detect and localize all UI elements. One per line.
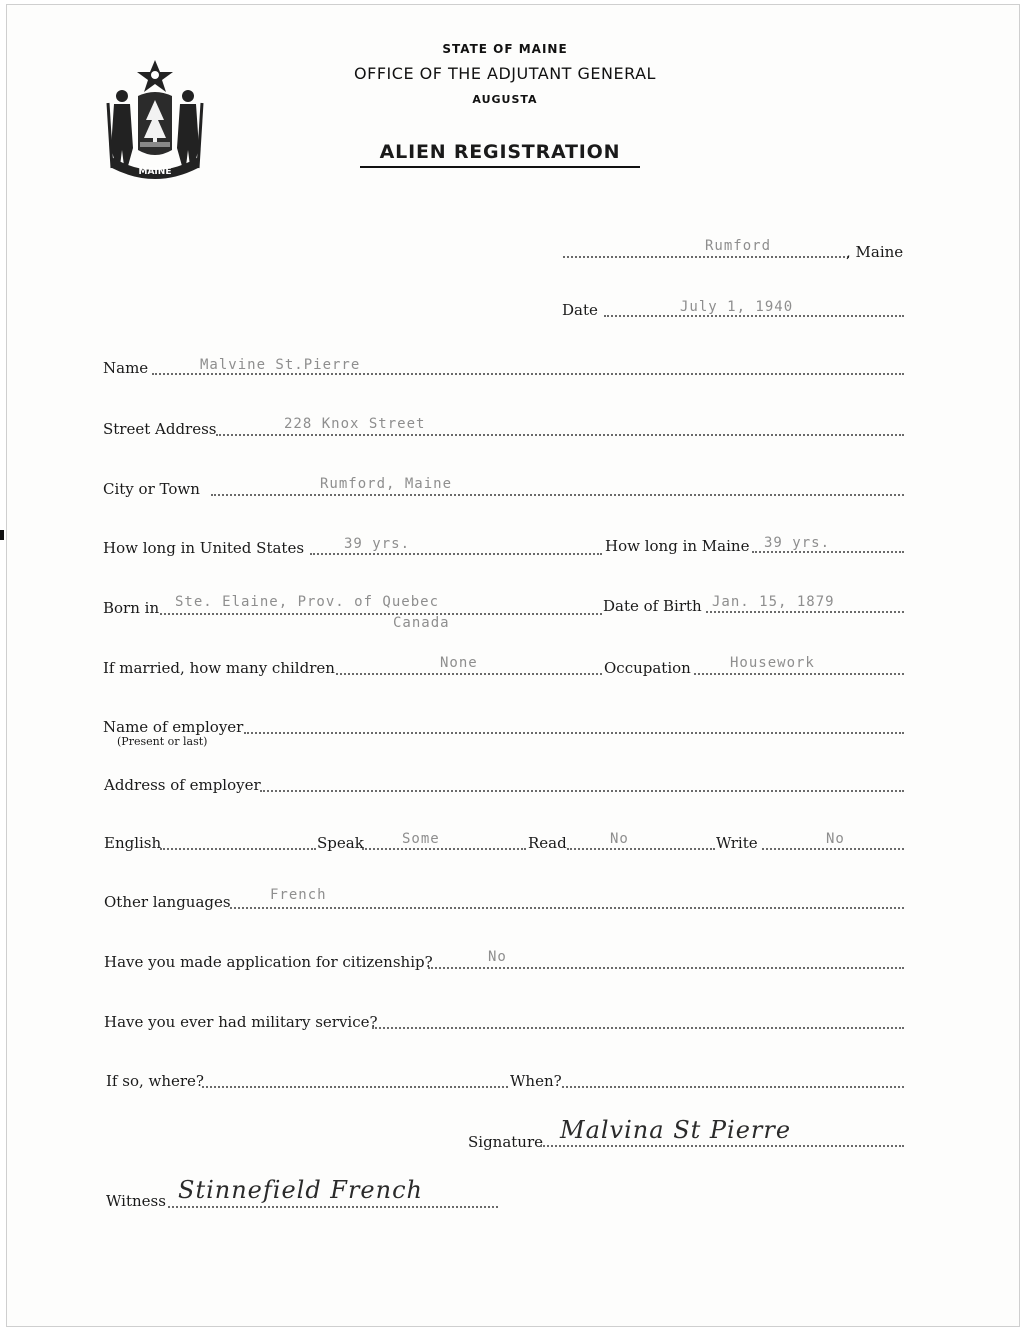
born-in-value: Ste. Elaine, Prov. of Quebec (175, 594, 440, 610)
date-label: Date (562, 301, 598, 319)
town-suffix: , Maine (846, 243, 904, 261)
other-languages-line (230, 905, 904, 909)
speak-line (362, 846, 526, 850)
employer-line (244, 730, 904, 734)
name-label: Name (103, 359, 149, 377)
witness-line (168, 1204, 498, 1208)
signature-label: Signature (468, 1133, 544, 1151)
born-in-line (160, 611, 602, 615)
children-line (336, 671, 602, 675)
scan-edge-mark (0, 530, 4, 540)
children-label: If married, how many children (103, 659, 335, 677)
read-value: No (610, 831, 629, 847)
citizenship-line (428, 965, 904, 969)
us-years-value: 39 yrs. (344, 536, 411, 552)
where-line (202, 1084, 508, 1088)
dob-value: Jan. 15, 1879 (712, 594, 835, 610)
when-label: When? (510, 1072, 562, 1090)
born-in-country: Canada (393, 615, 450, 631)
write-label: Write (716, 834, 758, 852)
employer-address-line (260, 788, 904, 792)
maine-state-seal-icon (100, 58, 210, 180)
speak-value: Some (402, 831, 440, 847)
office-heading: OFFICE OF THE ADJUTANT GENERAL (354, 64, 656, 83)
citizenship-value: No (488, 949, 507, 965)
town-value: Rumford (705, 238, 772, 254)
when-line (562, 1084, 904, 1088)
military-line (372, 1025, 904, 1029)
form-title: ALIEN REGISTRATION (360, 141, 640, 168)
occupation-value: Housework (730, 655, 815, 671)
maine-years-value: 39 yrs. (764, 535, 831, 551)
write-value: No (826, 831, 845, 847)
city-value: Rumford, Maine (320, 476, 453, 492)
city-line (211, 492, 904, 496)
employer-address-label: Address of employer (104, 776, 261, 794)
employer-sublabel: (Present or last) (117, 735, 208, 748)
witness-handwriting: Stinnefield French (178, 1176, 423, 1204)
born-in-label: Born in (103, 599, 160, 617)
where-label: If so, where? (106, 1072, 204, 1090)
signature-handwriting: Malvina St Pierre (560, 1116, 792, 1144)
street-line (216, 432, 904, 436)
town-line (563, 254, 849, 258)
english-line (160, 846, 316, 850)
other-languages-value: French (270, 887, 327, 903)
name-value: Malvine St.Pierre (200, 357, 361, 373)
citizenship-label: Have you made application for citizenship? (104, 953, 433, 971)
speak-label: Speak (317, 834, 364, 852)
state-heading: STATE OF MAINE (442, 42, 568, 56)
read-label: Read (528, 834, 567, 852)
children-value: None (440, 655, 478, 671)
occupation-line (694, 671, 904, 675)
date-value: July 1, 1940 (680, 299, 794, 315)
read-line (567, 846, 715, 850)
military-label: Have you ever had military service? (104, 1013, 378, 1031)
employer-label: Name of employer (103, 718, 244, 736)
city-heading: AUGUSTA (472, 93, 538, 106)
other-languages-label: Other languages (104, 893, 231, 911)
witness-label: Witness (106, 1192, 166, 1210)
english-label: English (104, 834, 162, 852)
svg-text:MAINE: MAINE (138, 167, 172, 177)
city-label: City or Town (103, 480, 200, 498)
street-label: Street Address (103, 420, 217, 438)
street-value: 228 Knox Street (284, 416, 426, 432)
maine-years-label: How long in Maine (605, 537, 750, 555)
dob-label: Date of Birth (603, 597, 702, 615)
us-years-label: How long in United States (103, 539, 305, 557)
occupation-label: Occupation (604, 659, 691, 677)
